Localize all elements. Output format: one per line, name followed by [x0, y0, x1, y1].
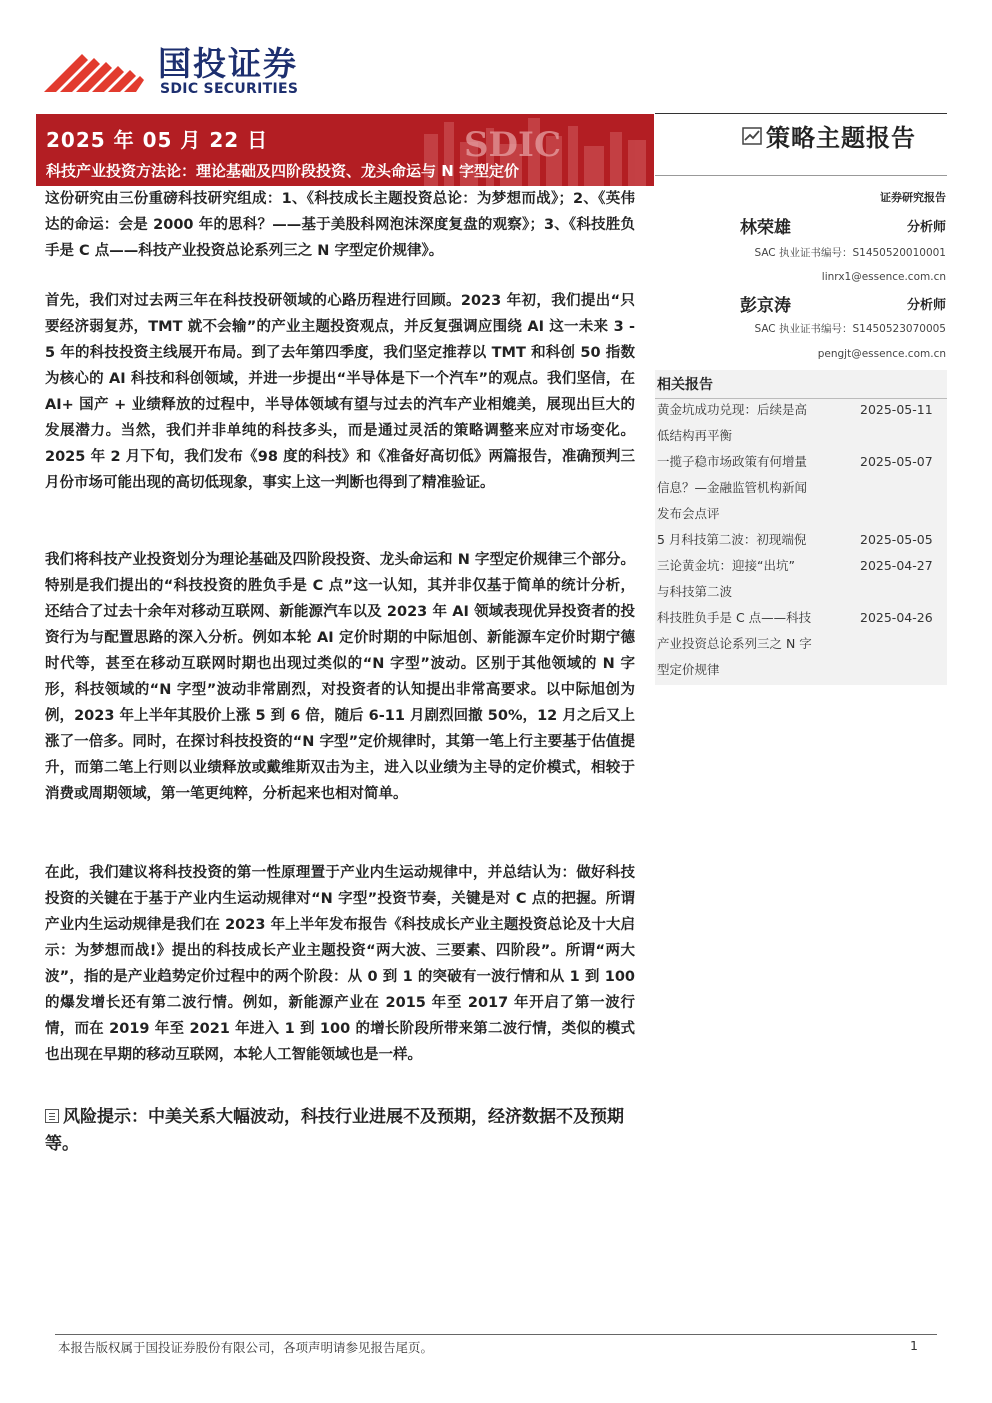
body-paragraph: 首先，我们对过去两三年在科技投研领域的心路历程进行回顾。2023 年初，我们提出“只要经济弱复苏，TMT 就不会输”的产业主题投资观点，并反复强调应围绕 AI 这一未来 3 - 5 年的科技投资主线展开布局。到了去年第四季度，我们坚定推荐以 TMT 和科创 50 指数为核心的 AI 科技和科创领域，并进一步提出“半导体是下一个汽车”的观点。我们坚信，在 AI+ 国产 + 业绩释放的过程中，半导体领域有望与过去的汽车产业相媲美，展现出巨大的发展潜力。当然，我们并非单纯的科技多头，而是通过灵活的策略调整来应对市场变化。2025 年 2 月下旬，我们发布《98 度的科技》和《准备好高切低》两篇报告，准确预判三月份市场可能出现的高切低现象，事实上这一判断也得到了精准验证。: [45, 293, 635, 491]
analyst-name: 林荣雄: [740, 218, 791, 238]
intro-paragraph: 这份研究由三份重磅科技研究组成：1、《科技成长主题投资总论：为梦想而战》；2、《英伟达的命运：会是 2000 年的思科？——基于美股科网泡沫深度复盘的观察》；3、《科技胜负手是 C 点——科技产业投资总论系列三之 N 字型定价规律》。: [45, 191, 635, 259]
analyst-sac: SAC 执业证书编号：S1450523070005: [754, 323, 946, 335]
banner-watermark: SDIC: [464, 125, 562, 165]
analyst-email[interactable]: linrx1@essence.com.cn: [821, 271, 946, 283]
header-rule-2: [655, 175, 947, 176]
analyst-email[interactable]: pengjt@essence.com.cn: [817, 348, 946, 360]
related-report-date: 2025-05-07: [860, 454, 933, 469]
sdic-logo-icon: [44, 44, 144, 92]
report-type-label: 策略主题报告: [766, 124, 916, 152]
related-report-link[interactable]: 三论黄金坑：迎接“出坑” 与科技第二波: [657, 558, 795, 599]
body-paragraph: 在此，我们建议将科技投资的第一性原理置于产业内生运动规律中，并总结认为：做好科技投资的关键在于基于产业内生运动规律对“N 字型”投资节奏，关键是对 C 点的把握。所谓产业内生运动规律是我们在 2023 年上半年发布报告《科技成长产业主题投资总论及十大启示：为梦想而战!》提出的科技成长产业主题投资“两大波、三要素、四阶段”。所谓“两大波”，指的是产业趋势定价过程中的两个阶段：从 0 到 1 的突破有一波行情和从 1 到 100 的爆发增长还有第二波行情。例如，新能源产业在 2015 年至 2017 年开启了第一波行情，而在 2019 年至 2021 年进入 1 到 100 的增长阶段所带来第二波行情，类似的模式也出现在早期的移动互联网，本轮人工智能领域也是一样。: [45, 865, 635, 1063]
related-report-date: 2025-05-05: [860, 532, 933, 547]
report-date: 2025 年 05 月 22 日: [46, 128, 269, 152]
title-banner: [36, 114, 654, 186]
page-number: 1: [910, 1338, 918, 1353]
footer-disclaimer: 本报告版权属于国投证券股份有限公司，各项声明请参见报告尾页。: [58, 1340, 434, 1355]
related-report-link[interactable]: 科技胜负手是 C 点——科技 产业投资总论系列三之 N 字 型定价规律: [657, 610, 812, 677]
body-paragraph: 我们将科技产业投资划分为理论基础及四阶段投资、龙头命运和 N 字型定价规律三个部分。特别是我们提出的“科技投资的胜负手是 C 点”这一认知，其并非仅基于简单的统计分析，还结合了过去十余年对移动互联网、新能源汽车以及 2023 年 AI 领域表现优异投资者的投资行为与配置思路的深入分析。例如本轮 AI 定价时期的中际旭创、新能源车定价时期宁德时代等，甚至在移动互联网时期也出现过类似的“N 字型”波动。区别于其他领域的 N 字形，科技领域的“N 字型”波动非常剧烈，对投资者的认知提出非常高要求。以中际旭创为例，2023 年上半年其股价上涨 5 到 6 倍，随后 6-11 月剧烈回撤 50%，12 月之后又上涨了一倍多。同时，在探讨科技投资的“N 字型”定价规律时，其第一笔上行主要基于估值提升，而第二笔上行则以业绩释放或戴维斯双击为主，进入以业绩为主导的定价模式，相较于消费或周期领域，第一笔更纯粹，分析起来也相对简单。: [45, 552, 635, 802]
analyst-sac: SAC 执业证书编号：S1450520010001: [754, 247, 946, 259]
related-report-link[interactable]: 黄金坑成功兑现：后续是高 低结构再平衡: [657, 402, 808, 443]
footer-rule: [55, 1334, 937, 1335]
list-icon: [45, 1109, 59, 1123]
related-reports: [655, 370, 947, 685]
related-report-date: 2025-04-26: [860, 610, 933, 625]
brand-name-cn: 国投证券: [158, 44, 298, 83]
risk-warning-text: 风险提示：中美关系大幅波动，科技行业进展不及预期，经济数据不及预期等。: [45, 1107, 624, 1154]
related-report-date: 2025-05-11: [860, 402, 933, 417]
research-label: 证券研究报告: [880, 191, 946, 204]
analyst-role: 分析师: [906, 298, 946, 313]
brand-name-en: SDIC SECURITIES: [160, 81, 299, 97]
related-report-date: 2025-04-27: [860, 558, 933, 573]
related-reports-title: 相关报告: [657, 377, 713, 393]
header-rule: [655, 113, 947, 114]
analyst-name: 彭京涛: [740, 296, 791, 316]
report-title: 科技产业投资方法论：理论基础及四阶段投资、龙头命运与 N 字型定价: [46, 162, 520, 180]
related-report-link[interactable]: 一揽子稳市场政策有何增量 信息？—金融监管机构新闻 发布会点评: [657, 454, 808, 521]
report-type: [742, 118, 916, 153]
analyst-role: 分析师: [906, 220, 946, 235]
related-report-link[interactable]: 5 月科技第二波：初现端倪: [657, 532, 807, 547]
risk-warning: [45, 1104, 635, 1158]
chart-icon: [742, 127, 762, 145]
